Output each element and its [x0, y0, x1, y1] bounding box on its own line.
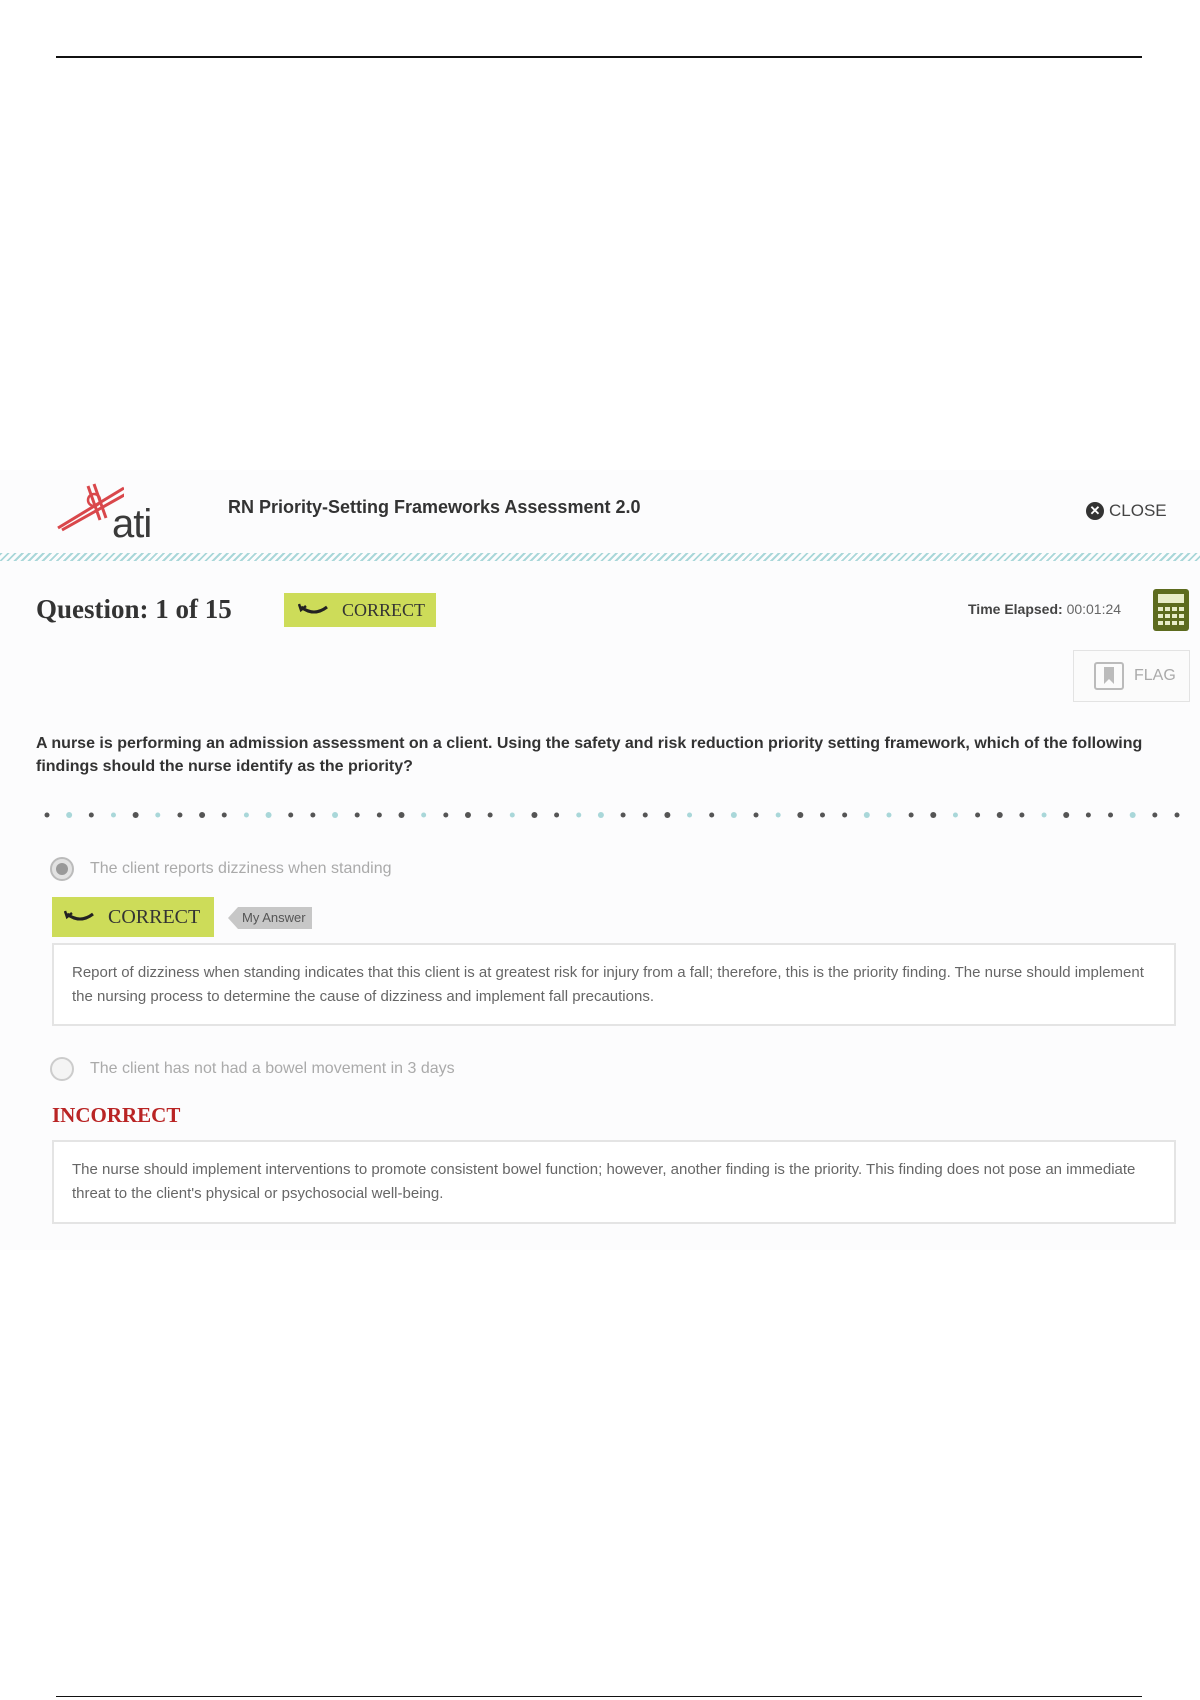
divider-dot: [1063, 812, 1069, 818]
divider-dot: [709, 813, 714, 818]
time-elapsed-value: 00:01:24: [1066, 601, 1122, 617]
answer-option-2[interactable]: [50, 1057, 455, 1081]
divider-dot: [443, 813, 448, 818]
divider-dot: [554, 813, 559, 818]
undo-arrow-icon: [64, 910, 96, 924]
divider-dot: [1108, 813, 1113, 818]
divider-dot: [310, 813, 315, 818]
divider-dot: [953, 813, 958, 818]
option-1-result-badge: [52, 897, 214, 937]
my-answer-tag: [228, 907, 312, 929]
divider-dot: [244, 813, 249, 818]
divider-dot: [842, 813, 847, 818]
divider-dot: [288, 813, 293, 818]
divider-dot: [177, 813, 182, 818]
divider-dot: [664, 812, 670, 818]
divider-dot: [731, 812, 737, 818]
divider-dot: [377, 813, 382, 818]
divider-dot: [465, 812, 471, 818]
divider-dot: [754, 813, 759, 818]
divider-dot: [930, 812, 936, 818]
question-number: Question: 1 of 15: [36, 594, 232, 624]
divider-dot: [133, 812, 139, 818]
option-1-text: The client reports dizziness when standing: [90, 860, 392, 877]
divider-dot: [66, 812, 72, 818]
divider-dot: [222, 813, 227, 818]
calculator-icon[interactable]: [1152, 588, 1190, 632]
divider-dot: [1130, 812, 1136, 818]
dotted-divider: [42, 810, 1182, 820]
divider-dot: [531, 812, 537, 818]
divider-dot: [488, 813, 493, 818]
header-divider: [0, 553, 1200, 561]
close-label: CLOSE: [1109, 501, 1167, 520]
close-icon: ✕: [1086, 502, 1104, 520]
divider-dot: [643, 813, 648, 818]
ati-logo-text: ati: [112, 502, 152, 546]
divider-dot: [909, 813, 914, 818]
app-header: [0, 470, 1200, 555]
question-status-label: CORRECT: [342, 599, 426, 620]
time-elapsed-label: Time Elapsed:: [968, 601, 1063, 617]
divider-dot: [687, 813, 692, 818]
option-2-rationale: The nurse should implement interventions to promote consistent bowel function; however, another finding is the priority. This finding does not pose an immediate threat to the client's physical or psychosocial well-being.: [52, 1140, 1176, 1224]
my-answer-label: My Answer: [238, 907, 312, 929]
divider-dot: [1086, 813, 1091, 818]
divider-dot: [1019, 813, 1024, 818]
divider-dot: [576, 813, 581, 818]
app-title: RN Priority-Setting Frameworks Assessment 2.0: [228, 497, 641, 517]
page-bottom-rule: [56, 1696, 1142, 1697]
option-1-radio[interactable]: [50, 857, 74, 881]
divider-dot: [598, 812, 604, 818]
divider-dot: [199, 812, 205, 818]
flag-icon: [1094, 662, 1124, 690]
divider-dot: [1152, 813, 1157, 818]
divider-dot: [1042, 813, 1047, 818]
divider-dot: [421, 813, 426, 818]
divider-dot: [332, 812, 338, 818]
page-top-rule: [56, 56, 1142, 58]
flag-button[interactable]: [1073, 650, 1190, 702]
divider-dot: [886, 813, 891, 818]
divider-dot: [797, 812, 803, 818]
time-elapsed: [968, 601, 1121, 617]
option-2-radio[interactable]: [50, 1057, 74, 1081]
option-2-text: The client has not had a bowel movement in 3 days: [90, 1060, 455, 1077]
divider-dot: [1175, 813, 1180, 818]
ati-logo: [54, 480, 169, 550]
divider-dot: [89, 813, 94, 818]
question-stem: A nurse is performing an admission assessment on a client. Using the safety and risk reduction priority setting framework, which of the following findings should the nurse identify as the priority?: [36, 735, 1143, 775]
divider-dot: [155, 813, 160, 818]
divider-dot: [820, 813, 825, 818]
undo-arrow-icon: [298, 603, 330, 617]
answer-option-1[interactable]: [50, 857, 392, 881]
divider-dot: [45, 813, 50, 818]
divider-dot: [266, 812, 272, 818]
assessment-window: [0, 470, 1200, 1250]
divider-dot: [399, 812, 405, 818]
close-button[interactable]: [1086, 500, 1167, 522]
option-2-result-label: INCORRECT: [52, 1103, 181, 1127]
flag-label: FLAG: [1134, 667, 1176, 684]
divider-dot: [621, 813, 626, 818]
divider-dot: [864, 812, 870, 818]
divider-dot: [111, 813, 116, 818]
divider-dot: [510, 813, 515, 818]
option-1-result-label: CORRECT: [108, 905, 201, 928]
question-status-badge: [284, 593, 436, 627]
divider-dot: [355, 813, 360, 818]
tag-arrow-icon: [228, 907, 238, 929]
divider-dot: [776, 813, 781, 818]
divider-dot: [997, 812, 1003, 818]
option-1-rationale: Report of dizziness when standing indicates that this client is at greatest risk for injury from a fall; therefore, this is the priority finding. The nurse should implement the nursing process to determine the cause of dizziness and implement fall precautions.: [52, 943, 1176, 1026]
divider-dot: [975, 813, 980, 818]
